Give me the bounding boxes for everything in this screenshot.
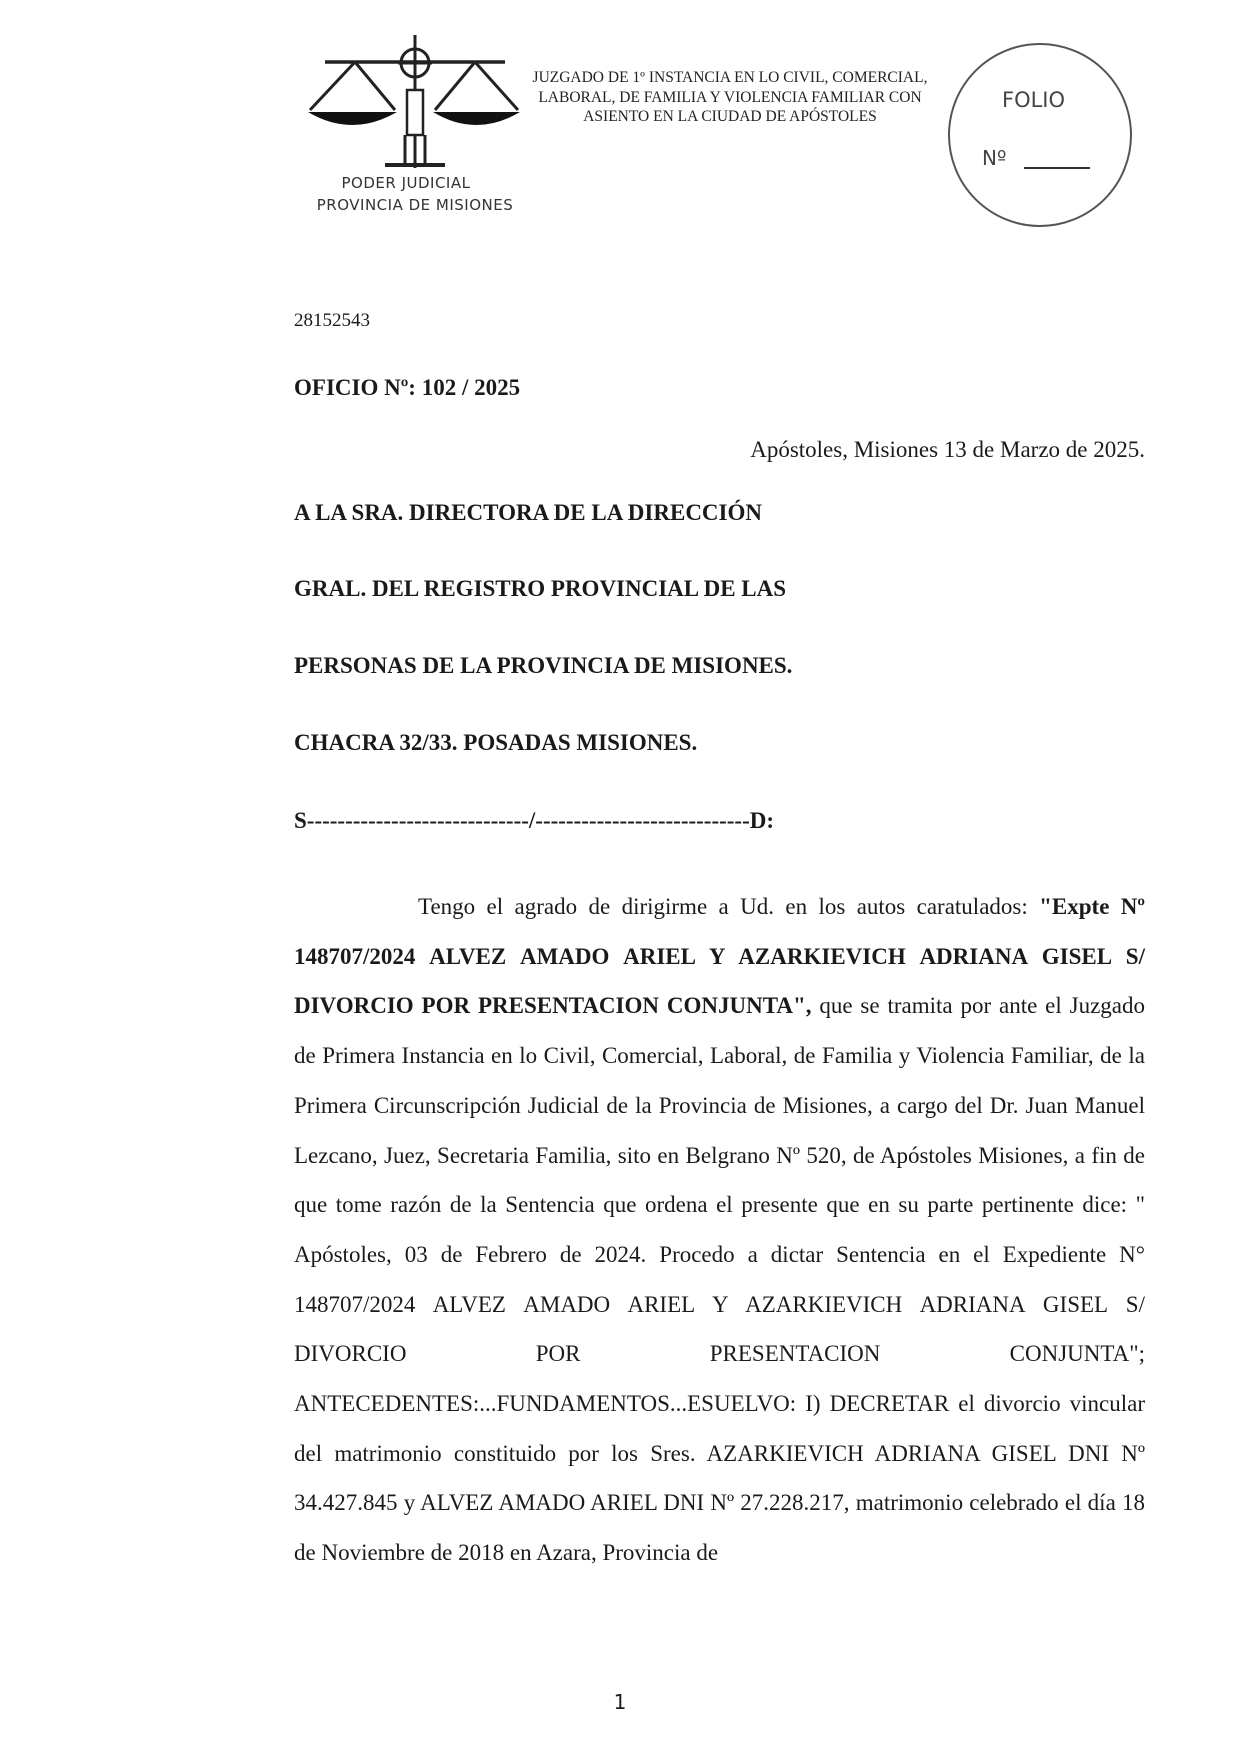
body-rest: que se tramita por ante el Juzgado de Primera Instancia en lo Civil, Comercial, Laboral, de Familia y Violencia Familiar, de la Primera Circunscripción Judicial de la Provincia de Misiones, a cargo del Dr. Juan Manuel Lezcano, Juez, Secretaria Familia, sito en Belgrano Nº 520, de Apóstoles Misiones, a fin de que tome razón de la Sentencia que ordena el presente que en su parte pertinente dice: " Apóstoles, 03 de Febrero de 2024. Procedo a dictar Sentencia en el Expediente N° 148707/2024 ALVEZ AMADO ARIEL Y AZARKIEVICH ADRIANA GISEL S/ DIVORCIO POR PRESENTACION CONJUNTA"; ANTECEDENTES:...FUNDAMENTOS...ESUELVO: I) DECRETAR el divorcio vincular del matrimonio constituido por los Sres. AZARKIEVICH ADRIANA GISEL DNI Nº 34.427.845 y ALVEZ AMADO ARIEL DNI Nº 27.228.217, matrimonio celebrado el día 18 de Noviembre de 2018 en Azara, Provincia de bbox=[294, 993, 1145, 1566]
folio-stamp bbox=[948, 43, 1132, 227]
salutation: S-----------------------------/----------------------------D: bbox=[294, 808, 775, 833]
date-line: Apóstoles, Misiones 13 de Marzo de 2025. bbox=[750, 437, 1145, 462]
addressee-line: CHACRA 32/33. POSADAS MISIONES. bbox=[294, 730, 698, 755]
logo-caption-line-2: PROVINCIA DE MISIONES bbox=[316, 196, 514, 214]
body-intro: Tengo el agrado de dirigirme a Ud. en los autos caratulados: bbox=[418, 894, 1040, 919]
folio-number-label: Nº bbox=[982, 146, 1007, 170]
page-number: 1 bbox=[613, 1690, 627, 1714]
court-name: JUZGADO DE 1º INSTANCIA EN LO CIVIL, COMERCIAL, LABORAL, DE FAMILIA Y VIOLENCIA FAMILIAR CON ASIENTO EN LA CIUDAD DE APÓSTOLES bbox=[532, 69, 928, 125]
addressee-line: A LA SRA. DIRECTORA DE LA DIRECCIÓN bbox=[294, 500, 762, 525]
body-paragraph bbox=[294, 882, 1145, 1578]
oficio-number: OFICIO Nº: 102 / 2025 bbox=[294, 375, 521, 400]
case-caption: "Expte Nº 148707/2024 ALVEZ AMADO ARIEL Y AZARKIEVICH ADRIANA GISEL S/ DIVORCIO POR PRESENTACION CONJUNTA", bbox=[294, 894, 1145, 1019]
logo-caption-line-1: PODER JUDICIAL bbox=[341, 174, 471, 192]
folio-number-line bbox=[1024, 167, 1090, 169]
document-id: 28152543 bbox=[294, 310, 370, 331]
folio-label: FOLIO bbox=[1002, 88, 1066, 112]
addressee-line: GRAL. DEL REGISTRO PROVINCIAL DE LAS bbox=[294, 576, 787, 601]
addressee-line: PERSONAS DE LA PROVINCIA DE MISIONES. bbox=[294, 653, 793, 678]
